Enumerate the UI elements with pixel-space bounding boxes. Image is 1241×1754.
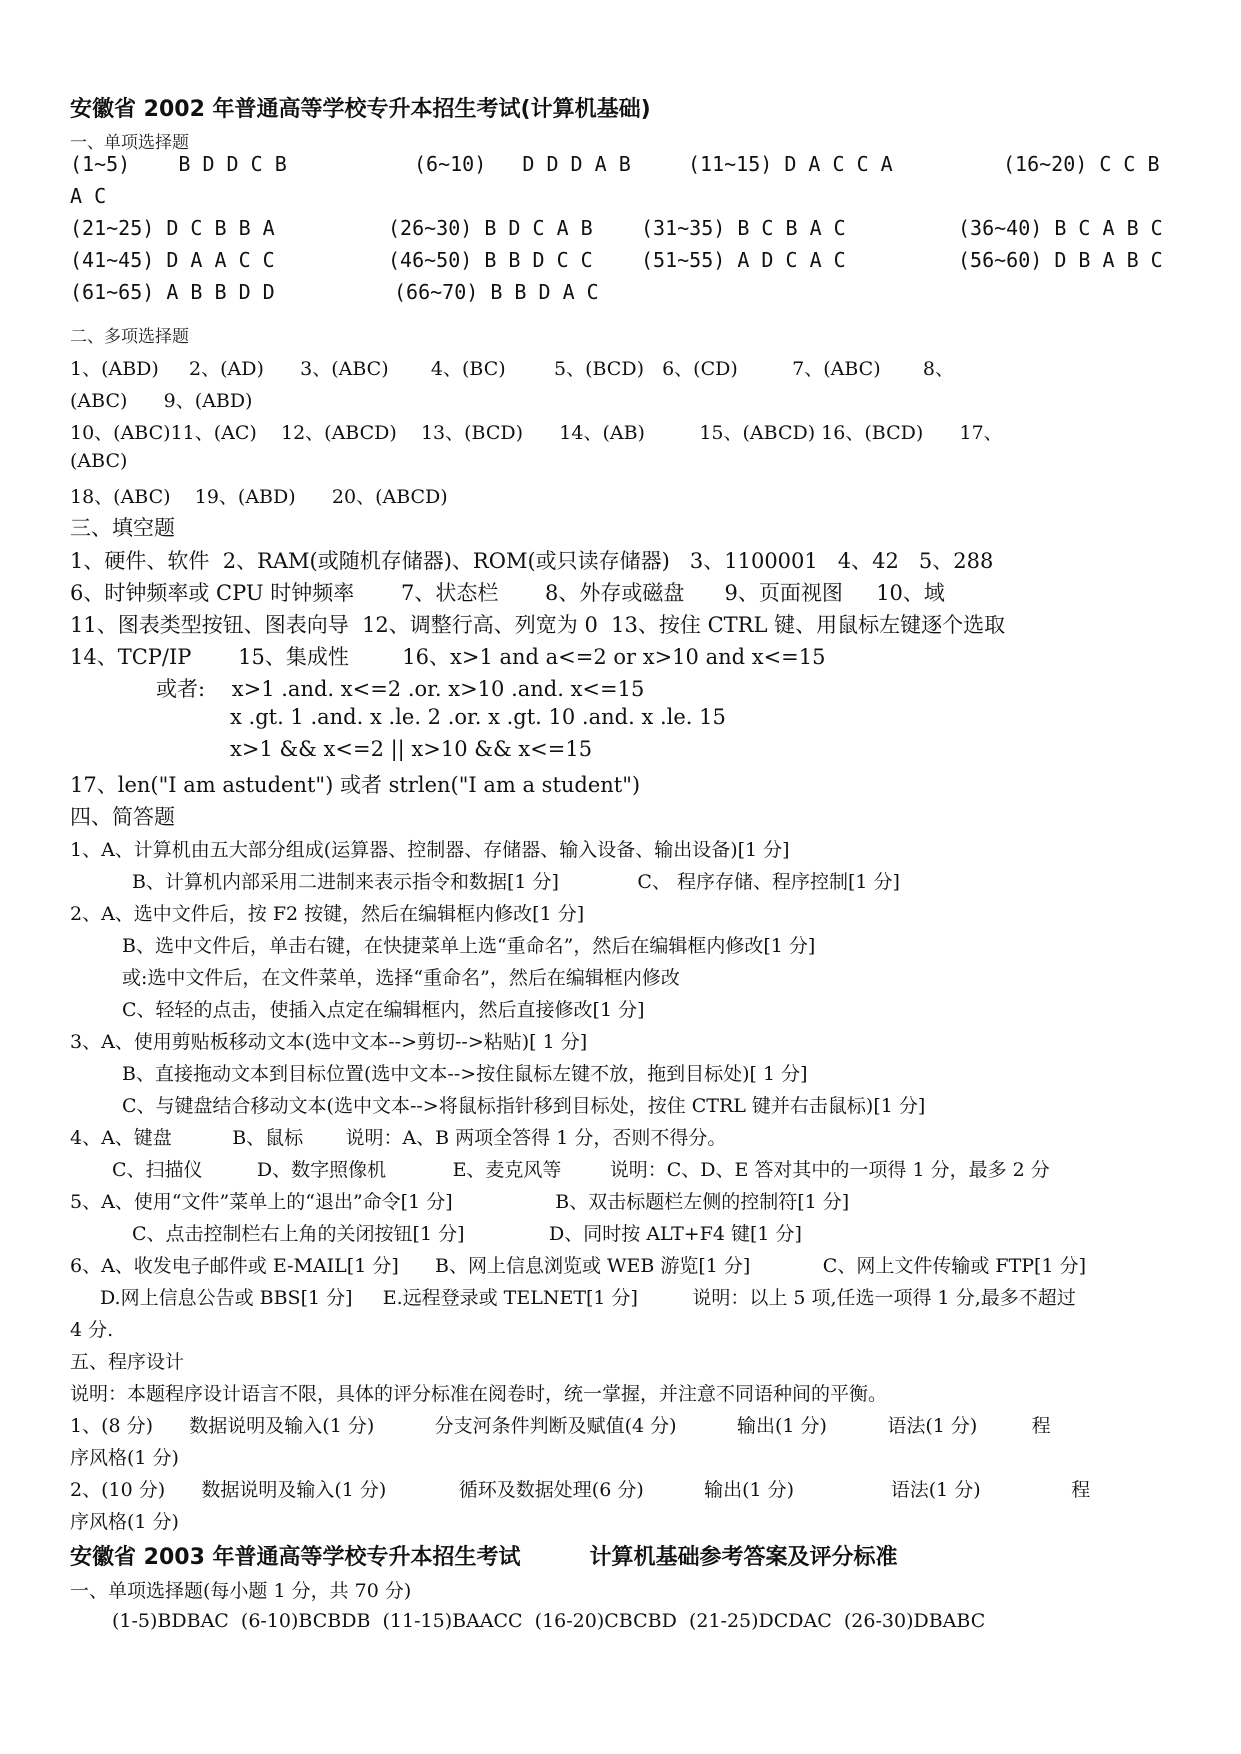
- answer-line: 1、(8 分) 数据说明及输入(1 分) 分支河条件判断及赋值(4 分) 输出(1 分) 语法(1 分) 程: [70, 1415, 1051, 1437]
- answer-line: 4 分.: [70, 1319, 114, 1341]
- answer-group: (21~25) D C B B A: [70, 216, 275, 240]
- answer-line: x>1 && x<=2 || x>10 && x<=15: [230, 737, 593, 761]
- answer-line: 或:选中文件后，在文件菜单，选择“重命名”，然后在编辑框内修改: [122, 967, 680, 989]
- answer-line: C、点击控制栏右上角的关闭按钮[1 分] D、同时按 ALT+F4 键[1 分]: [132, 1223, 802, 1245]
- answer-line: 2、A、选中文件后，按 F2 按键，然后在编辑框内修改[1 分]: [70, 903, 585, 925]
- answer-line: B、直接拖动文本到目标位置(选中文本-->按住鼠标左键不放，拖到目标处)[ 1 分]: [122, 1063, 808, 1085]
- answer-group: (16~20) C C B: [1003, 152, 1160, 176]
- answer-line: 18、(ABC) 19、(ABD) 20、(ABCD): [70, 486, 448, 508]
- answer-line: C、与键盘结合移动文本(选中文本-->将鼠标指针移到目标处，按住 CTRL 键并右击鼠标)[1 分]: [122, 1095, 926, 1117]
- answer-group: (6~10) D D D A B: [414, 152, 631, 176]
- answer-group: (61~65) A B B D D: [70, 280, 275, 304]
- answer-line: 2、(10 分) 数据说明及输入(1 分) 循环及数据处理(6 分) 输出(1 分) 语法(1 分) 程: [70, 1479, 1091, 1501]
- doc-title-2002: 安徽省 2002 年普通高等学校专升本招生考试(计算机基础): [70, 97, 651, 122]
- section-heading-single-choice: 一、单项选择题: [70, 133, 189, 153]
- answer-line: 1、A、计算机由五大部分组成(运算器、控制器、存储器、输入设备、输出设备)[1 分]: [70, 839, 790, 861]
- answer-line: B、计算机内部采用二进制来表示指令和数据[1 分] C、 程序存储、程序控制[1 分]: [132, 871, 900, 893]
- doc-title-2003: 安徽省 2003 年普通高等学校专升本招生考试 计算机基础参考答案及评分标准: [70, 1545, 898, 1570]
- section-heading-short-answer: 四、简答题: [70, 805, 175, 829]
- answer-line: 序风格(1 分): [70, 1447, 179, 1469]
- section-heading-multi-choice: 二、多项选择题: [70, 327, 189, 347]
- section-heading-single-choice-2003: 一、单项选择题(每小题 1 分，共 70 分): [70, 1580, 412, 1602]
- answer-line: (ABC): [70, 450, 128, 472]
- answer-line: 14、TCP/IP 15、集成性 16、x>1 and a<=2 or x>10 and x<=15: [70, 645, 826, 669]
- answer-group: (56~60) D B A B C: [958, 248, 1163, 272]
- answer-line: 3、A、使用剪贴板移动文本(选中文本-->剪切-->粘贴)[ 1 分]: [70, 1031, 588, 1053]
- answer-group: (46~50) B B D C C: [388, 248, 593, 272]
- answer-group: (36~40) B C A B C: [958, 216, 1163, 240]
- answer-group: A C: [70, 184, 107, 208]
- answer-line: B、选中文件后，单击右键，在快捷菜单上选“重命名”，然后在编辑框内修改[1 分]: [122, 935, 816, 957]
- answer-line: 6、时钟频率或 CPU 时钟频率 7、状态栏 8、外存或磁盘 9、页面视图 10、域: [70, 581, 945, 605]
- answer-line: 1、硬件、软件 2、RAM(或随机存储器)、ROM(或只读存储器) 3、1100001 4、42 5、288: [70, 549, 994, 573]
- answer-group: (31~35) B C B A C: [641, 216, 846, 240]
- section-heading-programming: 五、程序设计: [70, 1351, 185, 1373]
- answer-line: 1、(ABD) 2、(AD) 3、(ABC) 4、(BC) 5、(BCD) 6、(CD) 7、(ABC) 8、: [70, 358, 954, 380]
- answer-line: 序风格(1 分): [70, 1511, 179, 1533]
- answer-line: D.网上信息公告或 BBS[1 分] E.远程登录或 TELNET[1 分] 说明：以上 5 项,任选一项得 1 分,最多不超过: [100, 1287, 1076, 1309]
- section-heading-fill-blank: 三、填空题: [70, 516, 175, 540]
- answer-group: (66~70) B B D A C: [394, 280, 599, 304]
- answer-line: 4、A、键盘 B、鼠标 说明：A、B 两项全答得 1 分，否则不得分。: [70, 1127, 727, 1149]
- answer-line: 说明：本题程序设计语言不限，具体的评分标准在阅卷时，统一掌握，并注意不同语种间的平衡。: [70, 1383, 888, 1405]
- answer-line: 10、(ABC)11、(AC) 12、(ABCD) 13、(BCD) 14、(AB) 15、(ABCD) 16、(BCD) 17、: [70, 422, 1003, 444]
- answer-line: C、轻轻的点击，使插入点定在编辑框内，然后直接修改[1 分]: [122, 999, 645, 1021]
- answer-group: (26~30) B D C A B: [388, 216, 593, 240]
- answer-line: 11、图表类型按钮、图表向导 12、调整行高、列宽为 0 13、按住 CTRL 键、用鼠标左键逐个选取: [70, 613, 1006, 637]
- answer-line: (ABC) 9、(ABD): [70, 390, 253, 412]
- answer-group: (41~45) D A A C C: [70, 248, 275, 272]
- answer-line-2003: (1-5)BDBAC (6-10)BCBDB (11-15)BAACC (16-20)CBCBD (21-25)DCDAC (26-30)DBABC: [112, 1610, 986, 1632]
- answer-group: (11~15) D A C C A: [688, 152, 893, 176]
- answer-group: (51~55) A D C A C: [641, 248, 846, 272]
- answer-group: (1~5) B D D C B: [70, 152, 287, 176]
- answer-line: 17、len("I am astudent") 或者 strlen("I am a student"): [70, 773, 641, 797]
- answer-line: x .gt. 1 .and. x .le. 2 .or. x .gt. 10 .and. x .le. 15: [230, 705, 726, 729]
- answer-line: 6、A、收发电子邮件或 E-MAIL[1 分] B、网上信息浏览或 WEB 游览[1 分] C、网上文件传输或 FTP[1 分]: [70, 1255, 1086, 1277]
- answer-line: C、扫描仪 D、数字照像机 E、麦克风等 说明：C、D、E 答对其中的一项得 1 分，最多 2 分: [112, 1159, 1050, 1181]
- answer-line: 5、A、使用“文件”菜单上的“退出”命令[1 分] B、双击标题栏左侧的控制符[1 分]: [70, 1191, 850, 1213]
- answer-line: 或者: x>1 .and. x<=2 .or. x>10 .and. x<=15: [156, 677, 645, 701]
